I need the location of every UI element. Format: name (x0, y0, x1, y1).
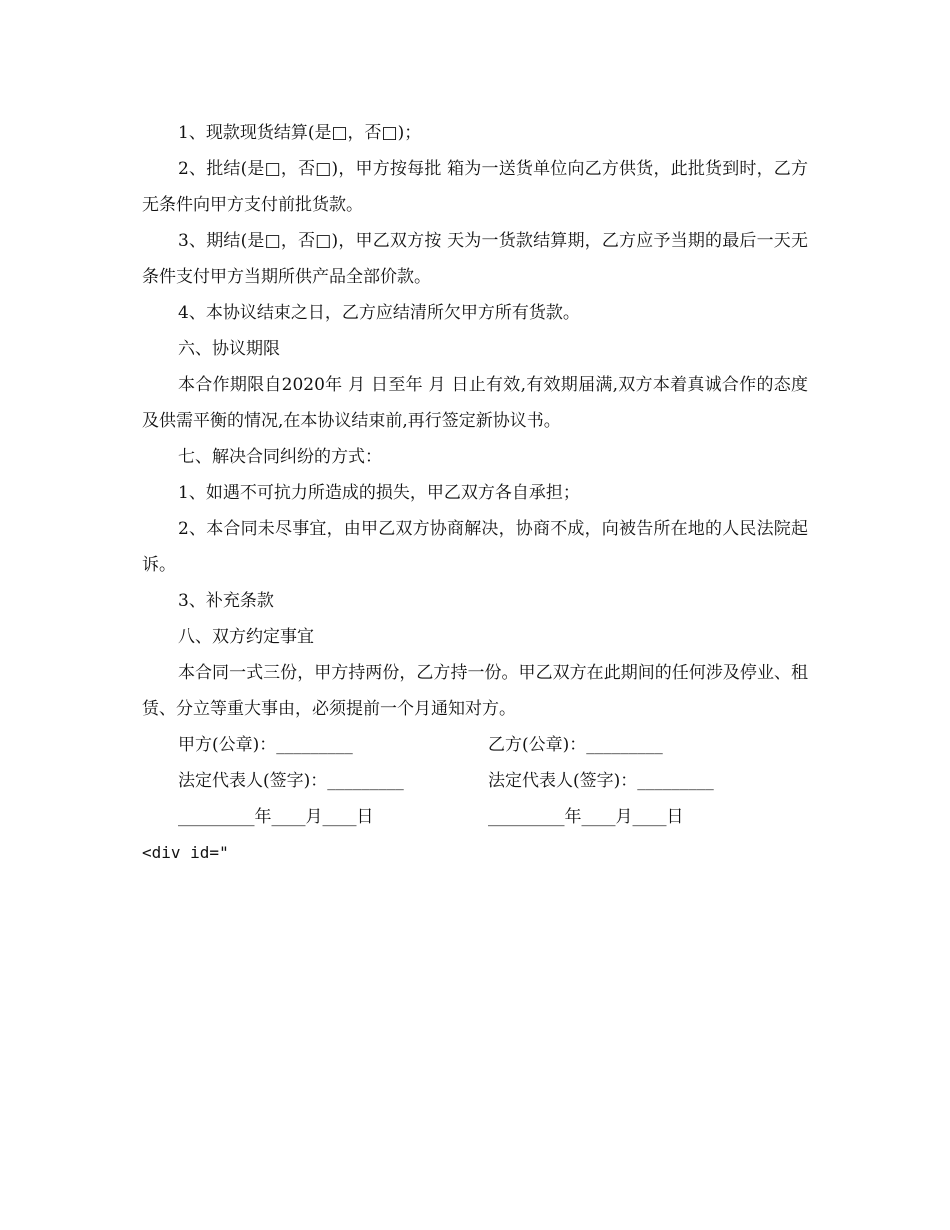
party-a-seal-line: 甲方(公章)：_________ (178, 735, 353, 755)
signature-row-seal (142, 727, 808, 763)
section-heading-disputes: 七、解决合同纠纷的方式： (178, 447, 382, 467)
party-a-date-line: _________年____月____日 (178, 807, 374, 827)
payment-clause-1: 1、现款现货结算(是□，否□)； (178, 123, 422, 143)
signature-row-date (142, 799, 808, 835)
dispute-clause-3: 3、补充条款 (178, 591, 274, 611)
agreements-paragraph: 本合同一式三份，甲方持两份，乙方持一份。甲乙双方在此期间的任何涉及停业、租赁、分立等重大事由，必须提前一个月通知对方。 (142, 663, 808, 719)
residue-markup-text: <div id=" (142, 843, 229, 862)
payment-clause-4: 4、本协议结束之日，乙方应结清所欠甲方所有货款。 (178, 303, 580, 323)
document-page (142, 115, 808, 871)
party-b-representative-line: 法定代表人(签字)：_________ (488, 771, 714, 791)
payment-clause-3: 3、期结(是□，否□)，甲乙双方按 天为一货款结算期，乙方应予当期的最后一天无条件支付甲方当期所供产品全部价款。 (142, 231, 808, 287)
party-b-date-line: _________年____月____日 (488, 807, 684, 827)
term-paragraph: 本合作期限自2020年 月 日至年 月 日止有效,有效期届满,双方本着真诚合作的态度及供需平衡的情况,在本协议结束前,再行签定新协议书。 (142, 375, 808, 431)
signature-row-representative (142, 763, 808, 799)
party-b-seal-line: 乙方(公章)：_________ (488, 735, 663, 755)
dispute-clause-2: 2、本合同未尽事宜，由甲乙双方协商解决，协商不成，向被告所在地的人民法院起诉。 (142, 519, 808, 575)
dispute-clause-1: 1、如遇不可抗力所造成的损失，甲乙双方各自承担； (178, 483, 580, 503)
section-heading-agreements: 八、双方约定事宜 (178, 627, 314, 647)
party-a-representative-line: 法定代表人(签字)：_________ (178, 771, 404, 791)
payment-clause-2: 2、批结(是□，否□)，甲方按每批 箱为一送货单位向乙方供货，此批货到时，乙方无条件向甲方支付前批货款。 (142, 159, 808, 215)
section-heading-term: 六、协议期限 (178, 339, 280, 359)
